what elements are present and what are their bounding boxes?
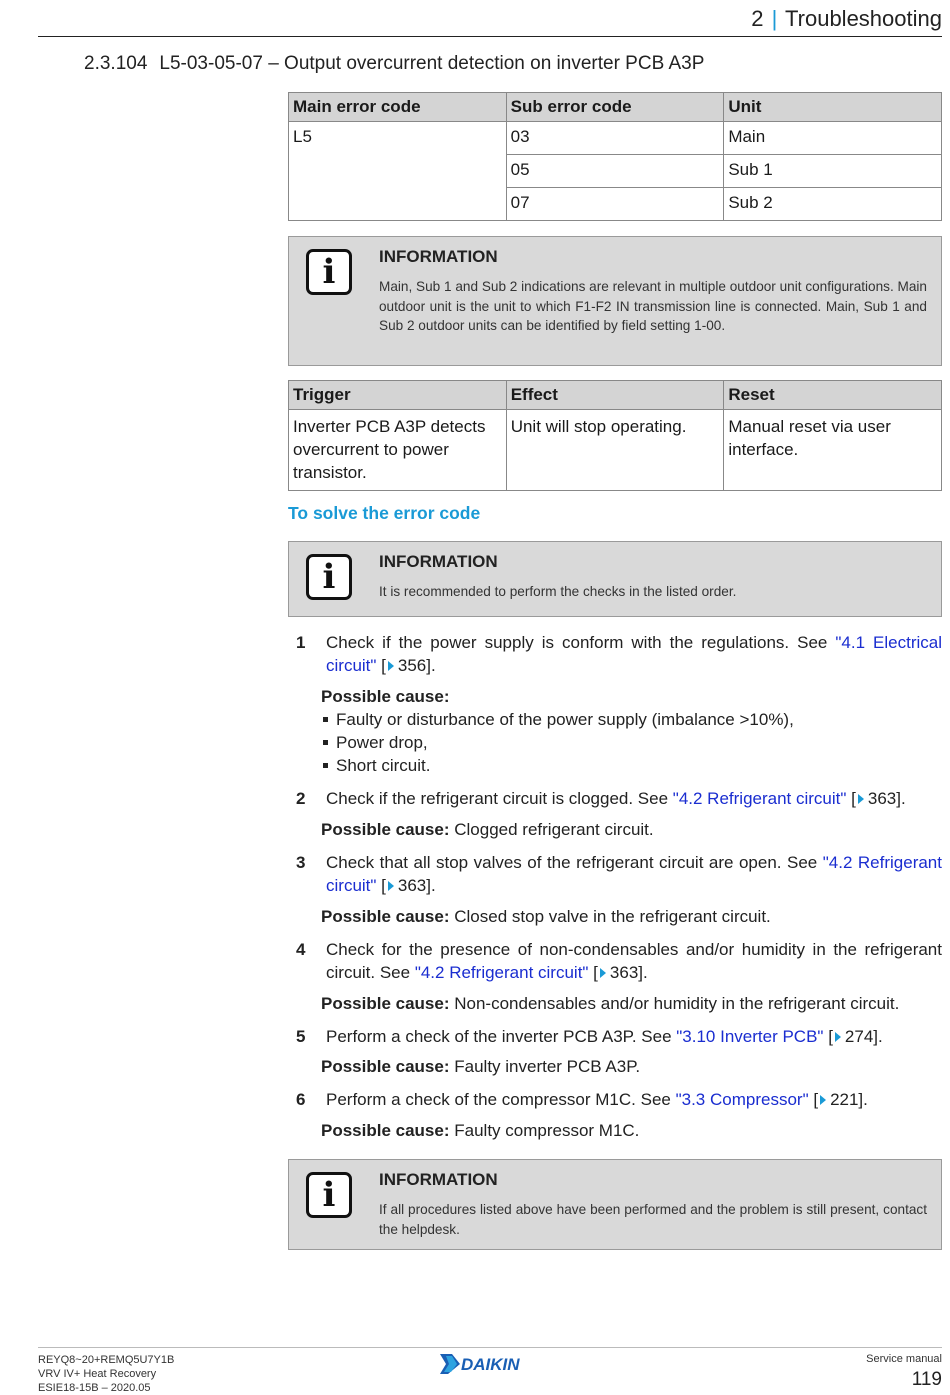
step-number: 3 xyxy=(296,853,306,872)
section-heading xyxy=(84,53,704,75)
daikin-logo xyxy=(438,1352,542,1376)
column-header: Sub error code xyxy=(506,93,724,122)
information-text: Main, Sub 1 and Sub 2 indications are relevant in multiple outdoor unit configurations. Main outdoor unit is the unit to which F1-F2 IN transmission line is connected. Main, Sub 1 and Sub 2 outdoor units can be identified by field setting 1-00. xyxy=(379,279,927,333)
possible-cause: Possible cause: Clogged refrigerant circuit. xyxy=(321,820,654,839)
column-header: Effect xyxy=(506,381,724,410)
reference-link[interactable]: "3.3 Compressor" xyxy=(675,1090,809,1109)
page-reference: 363]. xyxy=(397,876,436,895)
information-box xyxy=(288,236,942,366)
step-text: Check that all stop valves of the refrigerant circuit are open. See xyxy=(326,853,823,872)
error-code-table xyxy=(288,92,942,221)
possible-cause-text: Closed stop valve in the refrigerant circuit. xyxy=(454,907,771,926)
reference-link[interactable]: "4.1 Electrical circuit" xyxy=(326,633,942,675)
page-reference-arrow-icon xyxy=(858,794,864,804)
list-item: Short circuit. xyxy=(321,754,794,777)
step-number: 2 xyxy=(296,789,306,808)
possible-cause: Possible cause: Faulty inverter PCB A3P. xyxy=(321,1057,641,1076)
step-5: 5 Perform a check of the inverter PCB A3P. See "3.10 Inverter PCB" [ 274]. xyxy=(296,1027,883,1046)
possible-cause-text: Clogged refrigerant circuit. xyxy=(454,820,654,839)
cause-bullet-list xyxy=(321,708,794,777)
reference-link[interactable]: "4.2 Refrigerant circuit" xyxy=(326,853,942,895)
reference-link[interactable]: "4.2 Refrigerant circuit" xyxy=(672,789,847,808)
list-item: Faulty or disturbance of the power supply (imbalance >10%), xyxy=(321,708,794,731)
possible-cause-text: Faulty inverter PCB A3P. xyxy=(454,1057,641,1076)
step-text: Check for the presence of non-condensables and/or humidity in the refrigerant circuit. See xyxy=(326,940,942,982)
sub-error-code-cell: 05 xyxy=(506,155,724,188)
unit-cell: Sub 1 xyxy=(724,155,942,188)
page-reference: 363]. xyxy=(867,789,906,808)
information-text: It is recommended to perform the checks in the listed order. xyxy=(379,584,737,599)
unit-cell: Sub 2 xyxy=(724,188,942,221)
step-number: 4 xyxy=(296,940,306,959)
table-header-row xyxy=(289,93,942,122)
page-reference: 221]. xyxy=(830,1090,868,1109)
chapter-number: 2 xyxy=(751,6,764,31)
possible-cause-label: Possible cause: xyxy=(321,687,450,706)
table-row xyxy=(289,122,942,155)
page-reference: 356]. xyxy=(397,656,436,675)
trigger-cell: Inverter PCB A3P detects overcurrent to power transistor. xyxy=(289,410,507,491)
step-text: Check if the power supply is conform with the regulations. See xyxy=(326,633,836,652)
column-header: Unit xyxy=(724,93,942,122)
sub-error-code-cell: 07 xyxy=(506,188,724,221)
footer-manual-type: Service manual xyxy=(866,1353,942,1365)
list-item: Power drop, xyxy=(321,731,794,754)
step-1: 1 Check if the power supply is conform with the regulations. See "4.1 Electrical circuit" [ 356]. xyxy=(296,633,942,675)
information-icon: i xyxy=(306,249,352,295)
column-header: Main error code xyxy=(289,93,507,122)
page-reference-arrow-icon xyxy=(388,661,394,671)
information-box xyxy=(288,541,942,617)
step-2: 2 Check if the refrigerant circuit is clogged. See "4.2 Refrigerant circuit" [ 363]. xyxy=(296,789,906,808)
svg-text:DAIKIN: DAIKIN xyxy=(461,1355,520,1374)
footer-doc-id: ESIE18-15B – 2020.05 xyxy=(38,1382,151,1394)
chapter-title: Troubleshooting xyxy=(785,6,942,31)
unit-cell: Main xyxy=(724,122,942,155)
footer-document-info xyxy=(38,1353,174,1395)
possible-cause-text: Non-condensables and/or humidity in the refrigerant circuit. xyxy=(454,994,900,1013)
column-header: Trigger xyxy=(289,381,507,410)
step-text: Check if the refrigerant circuit is clogged. See xyxy=(326,789,673,808)
page-reference: 363]. xyxy=(609,963,648,982)
table-row xyxy=(289,410,942,491)
step-6: 6 Perform a check of the compressor M1C. See "3.3 Compressor" [ 221]. xyxy=(296,1090,868,1109)
step-number: 5 xyxy=(296,1027,306,1046)
reference-link[interactable]: "3.10 Inverter PCB" xyxy=(676,1027,824,1046)
page-reference-arrow-icon xyxy=(835,1032,841,1042)
information-icon: i xyxy=(306,1172,352,1218)
reference-link[interactable]: "4.2 Refrigerant circuit" xyxy=(414,963,589,982)
table-header-row xyxy=(289,381,942,410)
solve-error-heading: To solve the error code xyxy=(288,503,481,523)
footer-divider xyxy=(38,1347,942,1348)
possible-cause-text: Faulty compressor M1C. xyxy=(454,1121,640,1140)
possible-cause: Possible cause: Non-condensables and/or humidity in the refrigerant circuit. xyxy=(321,994,900,1013)
reset-cell: Manual reset via user interface. xyxy=(724,410,942,491)
column-header: Reset xyxy=(724,381,942,410)
step-text: Perform a check of the compressor M1C. See xyxy=(326,1090,676,1109)
page-reference-arrow-icon xyxy=(820,1095,826,1105)
step-text: Perform a check of the inverter PCB A3P. See xyxy=(326,1027,677,1046)
error-code-table-wrapper xyxy=(288,92,942,221)
step-number: 1 xyxy=(296,633,306,652)
step-number: 6 xyxy=(296,1090,306,1109)
footer-series: VRV IV+ Heat Recovery xyxy=(38,1368,157,1380)
page-reference: 274]. xyxy=(844,1027,883,1046)
section-number: 2.3.104 xyxy=(84,53,148,74)
chapter-header xyxy=(751,6,942,32)
section-title: L5-03-05-07 – Output overcurrent detection on inverter PCB A3P xyxy=(159,53,705,74)
page-reference-arrow-icon xyxy=(388,881,394,891)
page-number: 119 xyxy=(911,1369,942,1390)
step-3: 3 Check that all stop valves of the refrigerant circuit are open. See "4.2 Refrigerant circuit" [ 363]. xyxy=(296,853,942,895)
information-title: INFORMATION xyxy=(379,247,498,266)
page-reference-arrow-icon xyxy=(600,968,606,978)
step-4: 4 Check for the presence of non-condensables and/or humidity in the refrigerant circuit. See "4.2 Refrigerant circuit" [ 363]. xyxy=(296,940,942,982)
main-error-code-cell: L5 xyxy=(289,122,507,221)
possible-cause: Possible cause: Closed stop valve in the refrigerant circuit. xyxy=(321,907,771,926)
trigger-effect-reset-table xyxy=(288,380,942,491)
footer-model: REYQ8~20+REMQ5U7Y1B xyxy=(38,1354,175,1366)
trigger-effect-reset-table-wrapper xyxy=(288,380,942,491)
chapter-separator: | xyxy=(771,6,778,31)
sub-error-code-cell: 03 xyxy=(506,122,724,155)
information-icon: i xyxy=(306,554,352,600)
header-divider xyxy=(38,36,942,37)
information-text: If all procedures listed above have been performed and the problem is still present, contact the helpdesk. xyxy=(379,1202,927,1237)
possible-cause: Possible cause: Faulty compressor M1C. xyxy=(321,1121,640,1140)
effect-cell: Unit will stop operating. xyxy=(506,410,724,491)
information-title: INFORMATION xyxy=(379,1170,498,1189)
information-box xyxy=(288,1159,942,1250)
information-title: INFORMATION xyxy=(379,552,498,571)
